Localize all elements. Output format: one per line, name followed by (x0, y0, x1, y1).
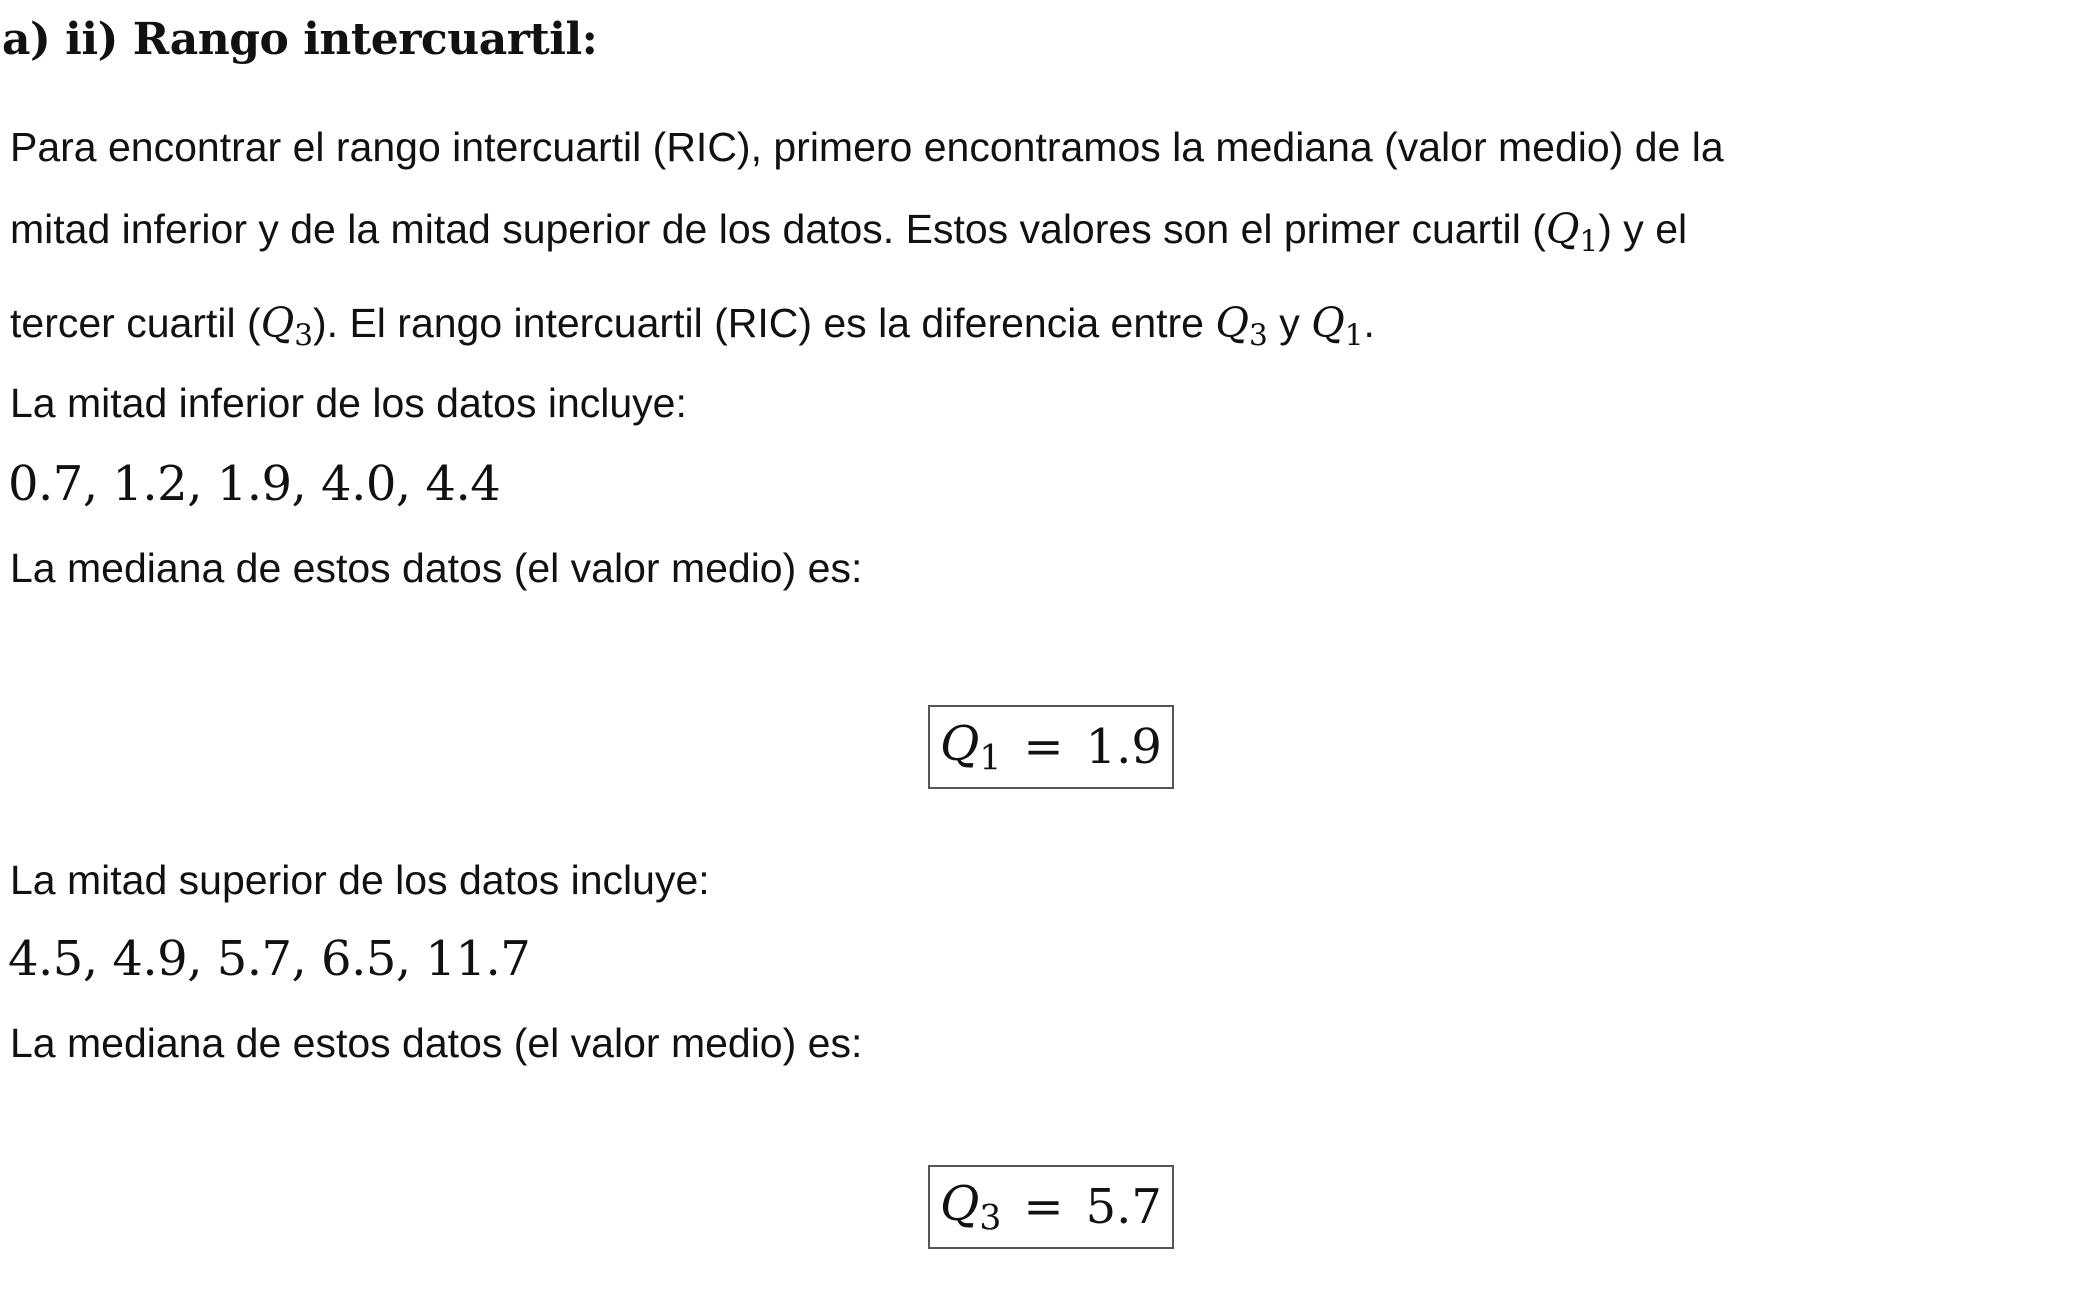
q1-subscript: 1 (1344, 318, 1364, 353)
intro-line-2 (10, 188, 2050, 282)
q-letter: Q (1545, 205, 1580, 253)
section-heading: a) ii) Rango intercuartil: (2, 14, 598, 65)
q-letter: Q (1215, 299, 1250, 348)
q1-result-value: 1.9 (1085, 719, 1162, 775)
q1-symbol (1545, 205, 1599, 259)
q3-subscript: 3 (1249, 318, 1268, 353)
upper-half-label: La mitad superior de los datos incluye: (10, 857, 710, 903)
equals-sign: = (1023, 719, 1064, 775)
lower-half-values: 0.7, 1.2, 1.9, 4.0, 4.4 (8, 456, 501, 512)
intro-line-1: Para encontrar el rango intercuartil (RIC), primero encontramos la mediana (valor medio) de la (10, 124, 1724, 170)
intro-line-3-start: tercer cuartil ( (10, 300, 261, 347)
q1-result-box (928, 705, 1174, 789)
q-letter: Q (940, 1175, 980, 1232)
equals-sign: = (1023, 1179, 1064, 1235)
intro-line-3-and: y (1267, 300, 1312, 347)
q1-result-subscript: 1 (979, 738, 1002, 779)
q-letter: Q (1311, 299, 1345, 348)
intro-line-3 (10, 282, 2050, 376)
q3-result-value: 5.7 (1085, 1179, 1162, 1235)
q3-symbol (260, 299, 314, 353)
intro-line-3-end: . (1363, 300, 1375, 347)
intro-paragraph (10, 106, 2050, 377)
q3-subscript: 3 (294, 318, 314, 353)
intro-line-2-end: ) y el (1598, 206, 1688, 252)
q-letter: Q (260, 299, 295, 348)
q3-symbol (1215, 299, 1268, 353)
upper-half-values: 4.5, 4.9, 5.7, 6.5, 11.7 (8, 931, 531, 987)
lower-half-label: La mitad inferior de los datos incluye: (10, 380, 687, 426)
intro-line-2-text: mitad inferior y de la mitad superior de los datos. Estos valores son el primer cuartil ( (10, 206, 1546, 252)
q1-subscript: 1 (1579, 224, 1599, 259)
intro-line-3-mid: ). El rango intercuartil (RIC) es la diferencia entre (313, 300, 1216, 347)
q1-symbol (1311, 299, 1364, 353)
q3-result-box (928, 1165, 1174, 1249)
q1-result-symbol (940, 716, 1001, 779)
upper-median-label: La mediana de estos datos (el valor medio) es: (10, 1020, 863, 1066)
q3-result-symbol (940, 1176, 1001, 1239)
q3-result-subscript: 3 (979, 1198, 1002, 1239)
lower-median-label: La mediana de estos datos (el valor medio) es: (10, 545, 863, 591)
q-letter: Q (940, 715, 980, 772)
